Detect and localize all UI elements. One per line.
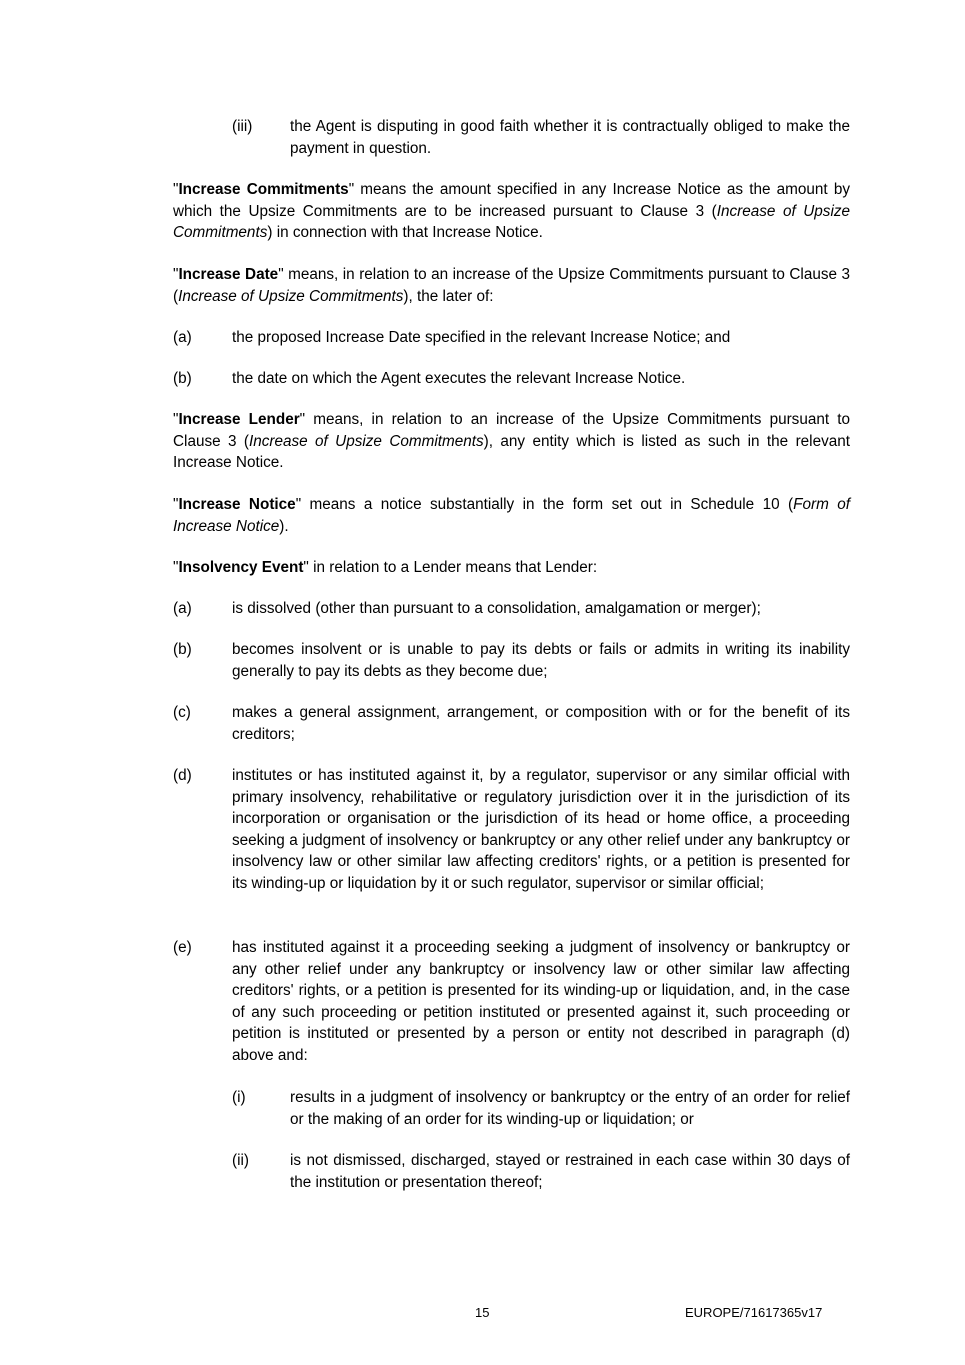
defined-term: Increase Commitments xyxy=(178,181,349,198)
list-item-iii xyxy=(232,116,850,159)
list-item: (b) the date on which the Agent executes the relevant Increase Notice. xyxy=(173,370,686,387)
clause-reference: Increase of Upsize Commitments xyxy=(173,202,851,242)
list-item: (b) becomes insolvent or is unable to pay its debts or fails or admits in writing its inability generally to pay its debts as they become due; xyxy=(173,641,850,680)
list-item: (c) makes a general assignment, arrangement, or composition with or for the benefit of its creditors; xyxy=(173,704,850,743)
list-item: (a) is dissolved (other than pursuant to a consolidation, amalgamation or merger); xyxy=(173,600,761,617)
defined-term: Increase Notice xyxy=(178,496,296,513)
definition-increase-lender: "Increase Lender" means, in relation to an increase of the Upsize Commitments pursuant to Clause 3 (Increase of Upsize Commitments), any entity which is listed as such in the relevant Increase Notice. xyxy=(173,411,850,472)
clause-reference: Form of Increase Notice xyxy=(173,496,850,535)
definition-insolvency-event: "Insolvency Event" in relation to a Lender means that Lender: xyxy=(173,559,598,576)
page-number: 15 xyxy=(475,1305,490,1320)
list-label: (iii) xyxy=(232,118,253,135)
list-item: (a) the proposed Increase Date specified in the relevant Increase Notice; and xyxy=(173,329,731,346)
sub-list-item: (ii) is not dismissed, discharged, stayed or restrained in each case within 30 days of the institution or presentation thereof; xyxy=(232,1152,850,1191)
document-reference: EUROPE/71617365v17 xyxy=(685,1305,823,1320)
defined-term: Insolvency Event xyxy=(178,559,304,576)
definition-increase-commitments: "Increase Commitments" means the amount specified in any Increase Notice as the amount by which the Upsize Commitments are to be increased pursuant to Clause 3 (Increase of Upsize Commitments) in connection with that Increase Notice. xyxy=(173,181,851,242)
clause-reference: Increase of Upsize Commitments xyxy=(248,432,484,450)
definition-increase-date: "Increase Date" means, in relation to an increase of the Upsize Commitments pursuant to Clause 3 (Increase of Upsize Commitments), the later of: xyxy=(173,266,850,305)
definition-increase-notice: "Increase Notice" means a notice substantially in the form set out in Schedule 10 (Form of Increase Notice). xyxy=(173,496,850,535)
list-text: the Agent is disputing in good faith whether it is contractually obliged to make the payment in question. xyxy=(290,118,850,157)
defined-term: Increase Lender xyxy=(178,411,300,428)
clause-reference: Increase of Upsize Commitments xyxy=(178,287,404,305)
list-item: (e) has instituted against it a proceeding seeking a judgment of insolvency or bankruptcy or any other relief under any bankruptcy or insolvency law or other similar law affecting creditors' rights, or a petition is presented for its winding-up or liquidation, and, in the case of any such proceeding or petition instituted or presented against it, such proceeding or petition is instituted or presented by a person or entity not described in paragraph (d) above and: xyxy=(173,939,850,1064)
sub-list-item: (i) results in a judgment of insolvency or bankruptcy or the entry of an order for relief or the making of an order for its winding-up or liquidation; or xyxy=(232,1089,850,1128)
list-item: (d) institutes or has instituted against it, by a regulator, supervisor or any similar official with primary insolvency, rehabilitative or regulatory jurisdiction over it in the jurisdiction of its incorporation or organisation or the jurisdiction of its head or home office, a proceeding seeking a judgment of insolvency or bankruptcy or any other relief under any bankruptcy or insolvency law or other similar law affecting creditors' rights, or a petition is presented for its winding-up or liquidation by it or such regulator, supervisor or similar official; xyxy=(173,767,850,892)
defined-term: Increase Date xyxy=(178,266,279,283)
